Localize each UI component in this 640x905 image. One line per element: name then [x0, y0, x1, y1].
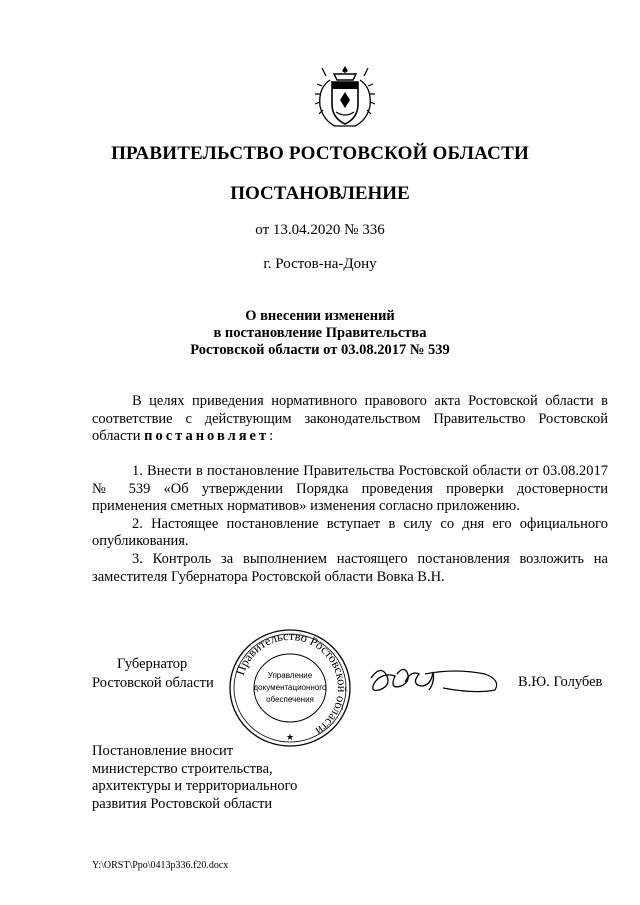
subject-line: в постановление Правительства	[213, 325, 427, 341]
submitted-by-line: министерство строительства,	[92, 760, 273, 777]
seal-inner-line: обеспечения	[266, 695, 314, 704]
preamble-paragraph	[92, 393, 608, 446]
handwritten-signature	[365, 660, 505, 700]
resolves-word: постановляет	[144, 428, 270, 445]
document-subject	[0, 308, 640, 359]
resolution-item: 1. Внести в постановление Правительства Ростовской области от 03.08.2017 № 539 «Об утверждении Порядка проведения проверки достоверности применения сметных нормативов» изменения согласно приложению.	[92, 463, 608, 515]
submitted-by-line: Постановление вносит	[92, 743, 234, 759]
submitted-by-block	[92, 743, 297, 813]
signer-name: В.Ю. Голубев	[518, 674, 603, 690]
preamble-text: В целях приведения нормативного правового акта Ростовской области в соответствие с действующим законодательством Правительство Ростовской области	[92, 393, 608, 445]
seal-outer-text: Правительство Ростовской области	[232, 628, 350, 739]
submitted-by-line: архитектуры и территориального	[92, 778, 298, 795]
document-city: г. Ростов-на-Дону	[263, 256, 377, 272]
official-seal-stamp	[228, 628, 352, 748]
preamble-tail: :	[269, 428, 274, 445]
document-date-number: от 13.04.2020 № 336	[255, 222, 385, 238]
subject-line: О внесении изменений	[245, 308, 395, 324]
signer-position-line: Губернатор	[117, 656, 188, 672]
rostov-region-coat-of-arms-icon	[314, 62, 376, 130]
document-type: ПОСТАНОВЛЕНИЕ	[230, 183, 410, 204]
organization-name: ПРАВИТЕЛЬСТВО РОСТОВСКОЙ ОБЛАСТИ	[111, 143, 529, 164]
signer-position	[92, 655, 214, 693]
seal-star-icon: ★	[285, 732, 295, 742]
seal-inner-line: документационного	[253, 683, 327, 692]
file-path-footer: Y:\ORST\Ppo\0413p336.f20.docx	[92, 860, 229, 871]
submitted-by-line: развития Ростовской области	[92, 795, 273, 812]
seal-inner-line: Управление	[267, 671, 313, 680]
subject-line: Ростовской области от 03.08.2017 № 539	[190, 342, 450, 358]
resolution-item: 3. Контроль за выполнением настоящего постановления возложить на заместителя Губернатора Ростовской области Вовка В.Н.	[92, 550, 608, 585]
signer-position-line: Ростовской области	[92, 675, 214, 691]
resolution-items	[92, 463, 608, 586]
resolution-item: 2. Настоящее постановление вступает в силу со дня его официального опубликования.	[92, 515, 608, 550]
